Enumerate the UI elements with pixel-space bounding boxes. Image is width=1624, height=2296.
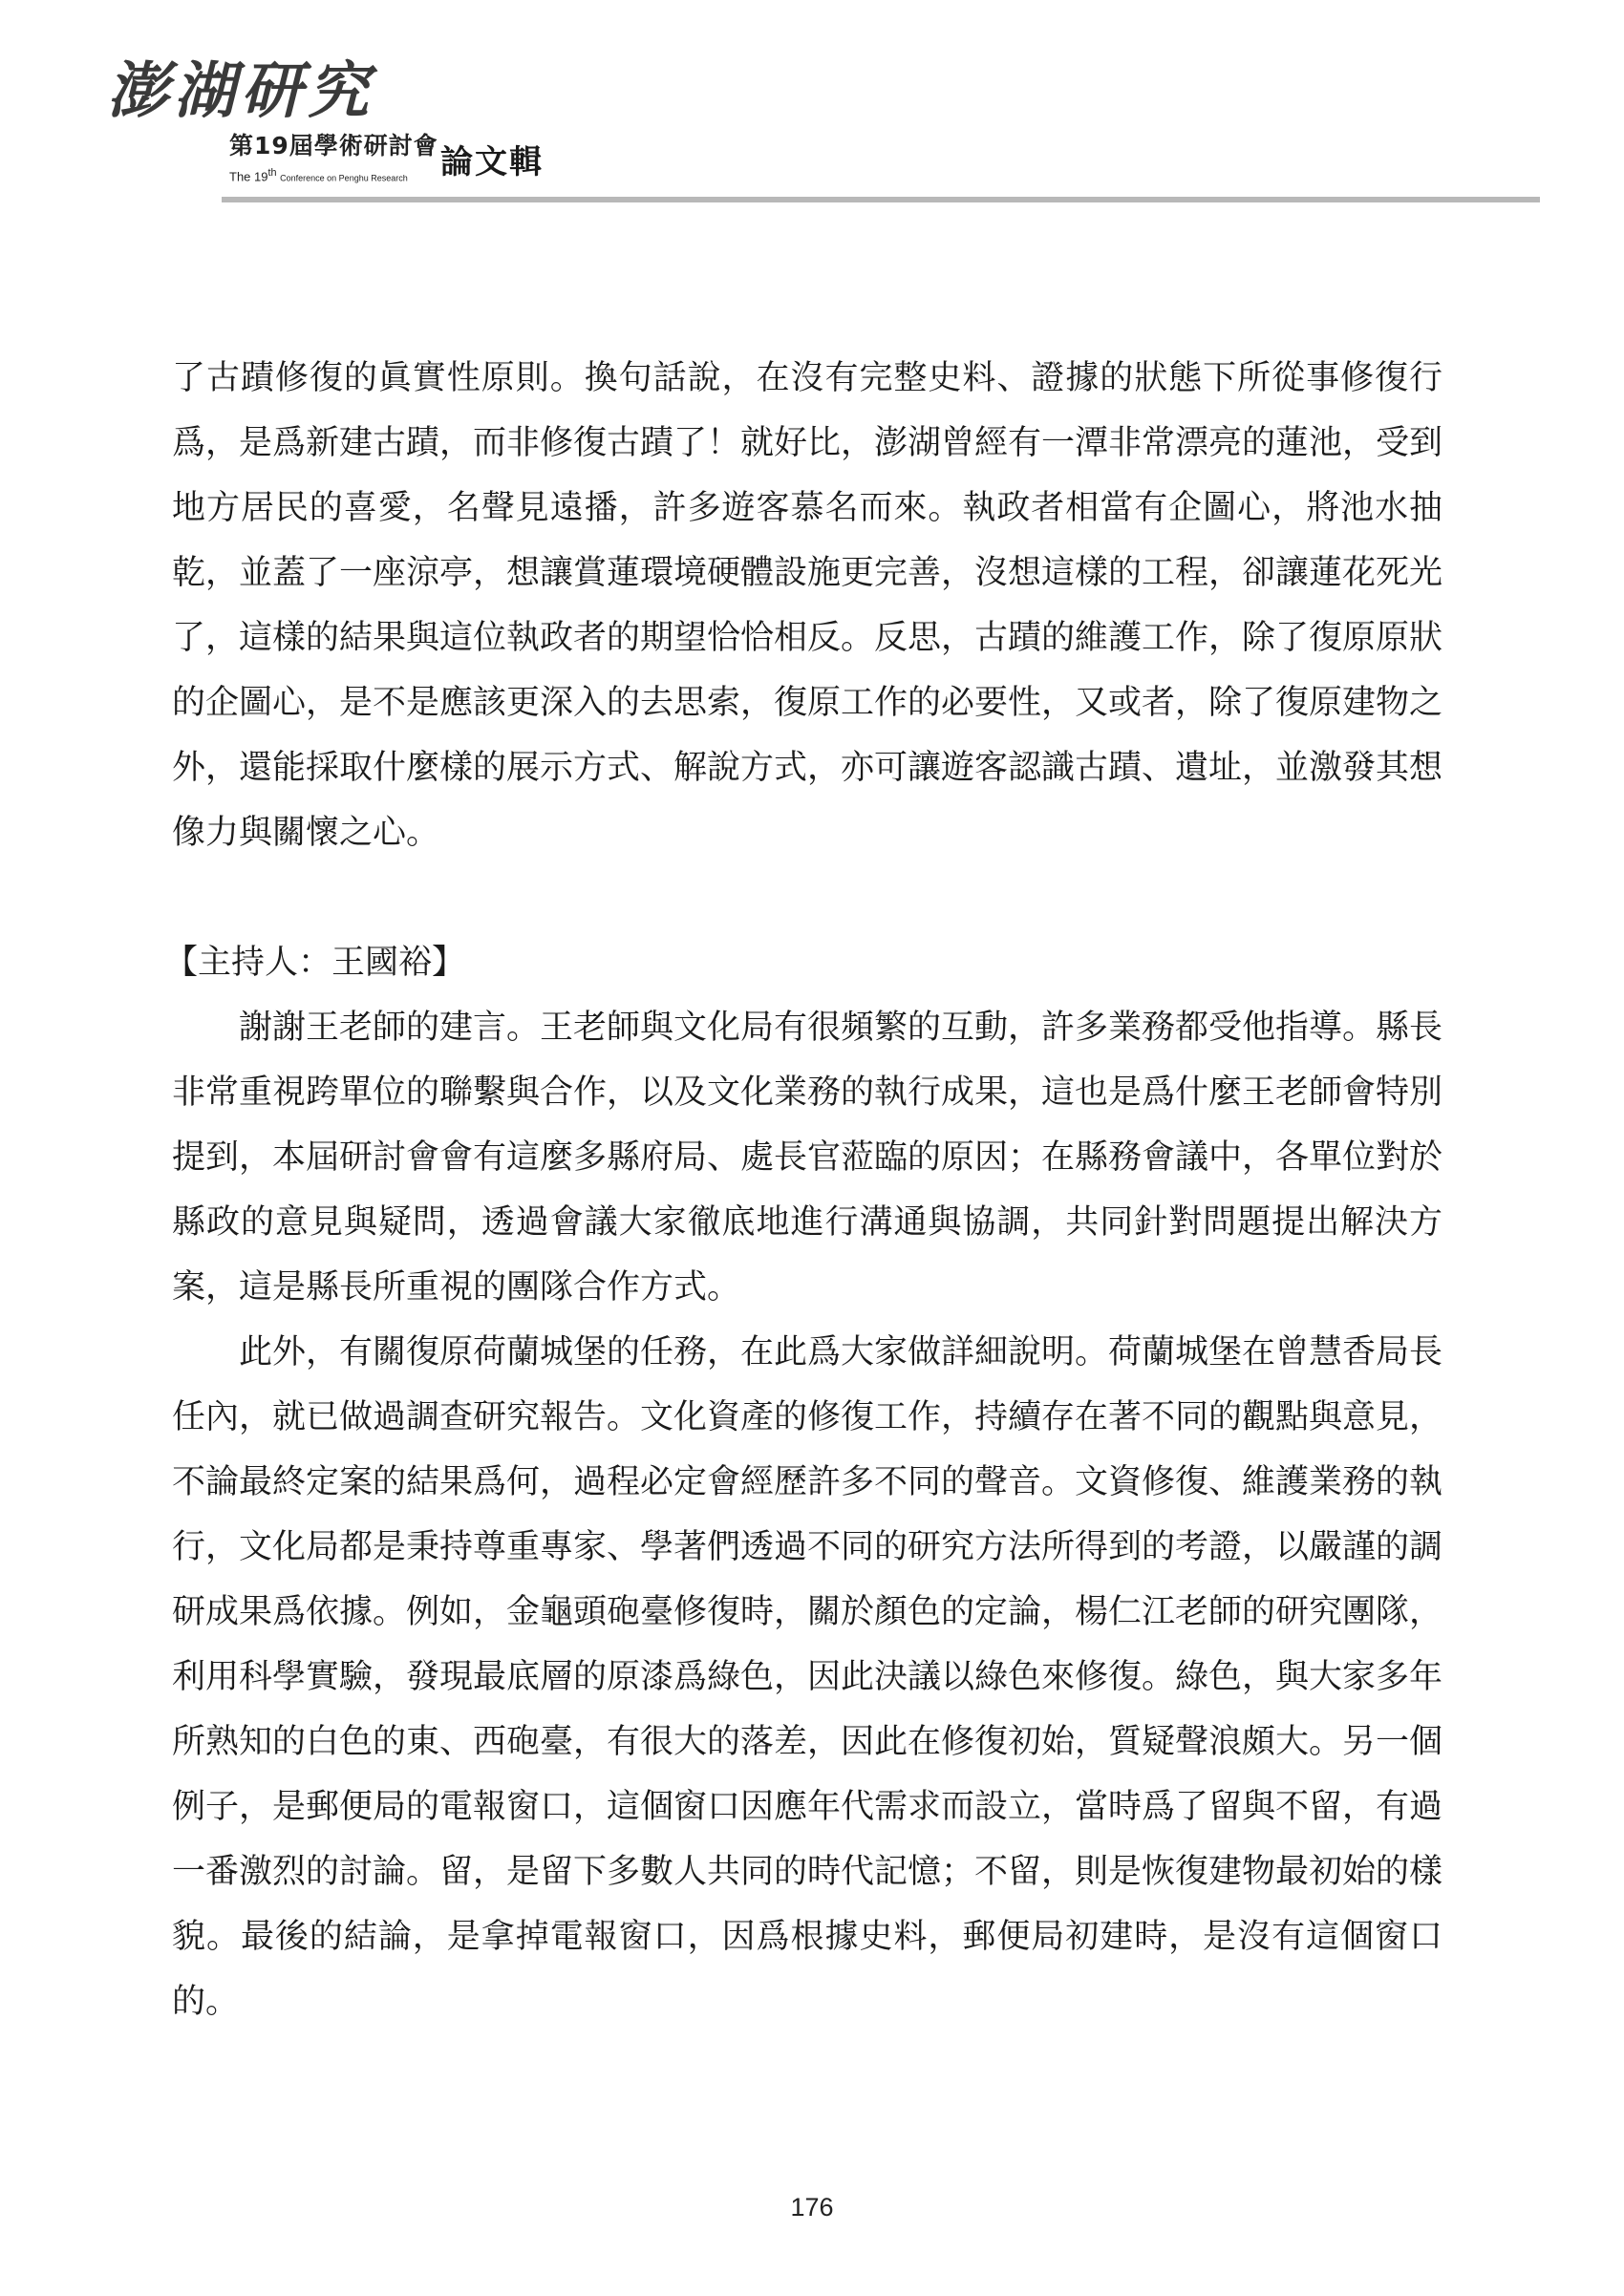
speaker-heading: 【主持人：王國裕】 bbox=[164, 944, 466, 982]
conference-en-prefix: The 19 bbox=[229, 169, 268, 184]
page-body bbox=[164, 346, 1443, 2034]
proceedings-label: 論文輯 bbox=[440, 143, 544, 181]
conference-en-suffix: Conference on Penghu Research bbox=[280, 173, 408, 183]
series-logo-title: 澎湖研究 bbox=[107, 55, 374, 127]
page-header bbox=[0, 0, 1624, 210]
conference-title-zh: 第19屆學術研討會 bbox=[229, 132, 438, 159]
body-paragraph: 謝謝王老師的建言。王老師與文化局有很頻繁的互動，許多業務都受他指導。縣長非常重視跨單位的聯繫與合作，以及文化業務的執行成果，這也是爲什麼王老師會特別提到，本屆研討會會有這麼多縣府局、處長官蒞臨的原因；在縣務會議中，各單位對於縣政的意見與疑問，透過會議大家徹底地進行溝通與協調，共同針對問題提出解決方案，這是縣長所重視的團隊合作方式。 bbox=[172, 1009, 1443, 1307]
page-number: 176 bbox=[790, 2193, 834, 2222]
header-divider bbox=[222, 197, 1540, 202]
continued-paragraph: 了古蹟修復的眞實性原則。換句話說，在沒有完整史料、證據的狀態下所從事修復行爲，是爲新建古蹟，而非修復古蹟了！就好比，澎湖曾經有一潭非常漂亮的蓮池，受到地方居民的喜愛，名聲見遠播，許多遊客慕名而來。執政者相當有企圖心，將池水抽乾，並蓋了一座涼亭，想讓賞蓮環境硬體設施更完善，沒想這樣的工程，卻讓蓮花死光了，這樣的結果與這位執政者的期望恰恰相反。反思，古蹟的維護工作，除了復原原狀的企圖心，是不是應該更深入的去思索，復原工作的必要性，又或者，除了復原建物之外，還能採取什麼樣的展示方式、解說方式，亦可讓遊客認識古蹟、遺址，並激發其想像力與關懷之心。 bbox=[172, 359, 1443, 852]
conference-en-ordinal: th bbox=[267, 167, 277, 179]
body-paragraph: 此外，有關復原荷蘭城堡的任務，在此爲大家做詳細說明。荷蘭城堡在曾慧香局長任內，就已做過調查研究報告。文化資產的修復工作，持續存在著不同的觀點與意見，不論最終定案的結果爲何，過程必定會經歷許多不同的聲音。文資修復、維護業務的執行，文化局都是秉持尊重專家、學著們透過不同的研究方法所得到的考證，以嚴謹的調研成果爲依據。例如，金龜頭砲臺修復時，關於顏色的定論，楊仁江老師的研究團隊，利用科學實驗，發現最底層的原漆爲綠色，因此決議以綠色來修復。綠色，與大家多年所熟知的白色的東、西砲臺，有很大的落差，因此在修復初始，質疑聲浪頗大。另一個例子，是郵便局的電報窗口，這個窗口因應年代需求而設立，當時爲了留與不留，有過一番激烈的討論。留，是留下多數人共同的時代記憶；不留，則是恢復建物最初始的樣貌。最後的結論，是拿掉電報窗口，因爲根據史料，郵便局初建時，是沒有這個窗口的。 bbox=[172, 1333, 1443, 2021]
conference-title-en bbox=[229, 168, 408, 182]
